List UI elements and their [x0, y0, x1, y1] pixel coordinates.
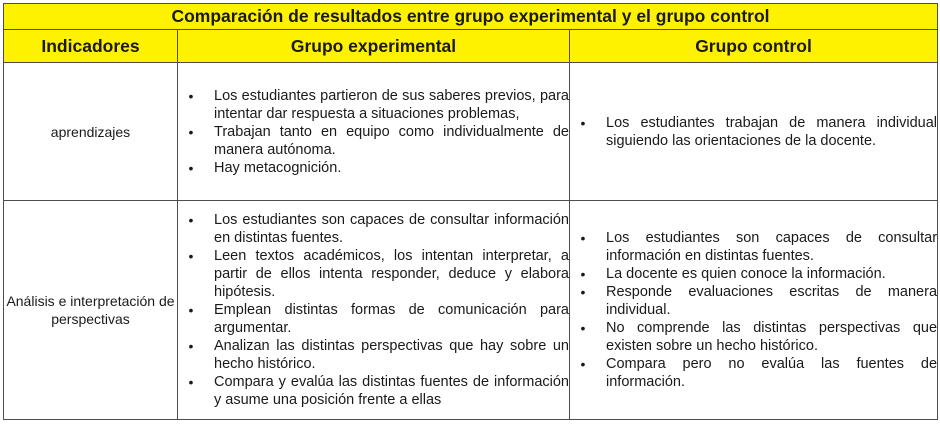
indicator-analisis: Análisis e interpretación de perspectivas — [4, 201, 178, 420]
list-item: • La docente es quien conoce la información. — [570, 265, 937, 283]
header-grupo-control: Grupo control — [570, 30, 938, 63]
list-item: • Compara pero no evalúa las fuentes de información. — [570, 355, 937, 391]
bullet-list — [570, 114, 937, 150]
list-item: • Los estudiantes partieron de sus saberes previos, para intentar dar respuesta a situaciones problemas, — [178, 87, 569, 123]
list-item: • Hay metacognición. — [178, 159, 569, 177]
bullet-icon: • — [188, 374, 194, 390]
bullet-icon: • — [188, 123, 194, 140]
bullet-icon: • — [188, 159, 194, 176]
list-item: • Trabajan tanto en equipo como individualmente de manera autónoma. — [178, 123, 569, 159]
list-item: • Compara y evalúa las distintas fuentes de información y asume una posición frente a ellas — [178, 373, 569, 409]
experimental-cell — [178, 201, 570, 420]
indicator-aprendizajes: aprendizajes — [4, 63, 178, 201]
control-cell — [570, 201, 938, 420]
bullet-icon: • — [188, 248, 194, 264]
table-row — [4, 63, 938, 201]
control-cell — [570, 63, 938, 201]
bullet-icon: • — [188, 302, 194, 318]
bullet-icon: • — [188, 212, 194, 228]
bullet-list — [178, 87, 569, 177]
header-grupo-experimental: Grupo experimental — [178, 30, 570, 63]
table-title: Comparación de resultados entre grupo experimental y el grupo control — [4, 4, 938, 30]
bullet-list — [570, 229, 937, 391]
bullet-icon: • — [580, 356, 586, 372]
bullet-icon: • — [580, 266, 586, 282]
list-item: • Responde evaluaciones escritas de manera individual. — [570, 283, 937, 319]
list-item: • Los estudiantes son capaces de consultar información en distintas fuentes. — [570, 229, 937, 265]
bullet-icon: • — [188, 338, 194, 354]
bullet-icon: • — [580, 320, 586, 336]
list-item: • No comprende las distintas perspectivas que existen sobre un hecho histórico. — [570, 319, 937, 355]
header-indicadores: Indicadores — [4, 30, 178, 63]
comparison-table — [3, 3, 938, 420]
list-item: • Los estudiantes trabajan de manera individual siguiendo las orientaciones de la docente. — [570, 114, 937, 150]
list-item: • Emplean distintas formas de comunicación para argumentar. — [178, 301, 569, 337]
bullet-icon: • — [580, 114, 586, 131]
bullet-icon: • — [188, 87, 194, 104]
list-item: • Analizan las distintas perspectivas que hay sobre un hecho histórico. — [178, 337, 569, 373]
bullet-icon: • — [580, 284, 586, 300]
experimental-cell — [178, 63, 570, 201]
bullet-icon: • — [580, 230, 586, 246]
bullet-list — [178, 211, 569, 409]
list-item: • Leen textos académicos, los intentan interpretar, a partir de ellos intenta responder, deduce y elabora hipótesis. — [178, 247, 569, 301]
list-item: • Los estudiantes son capaces de consultar información en distintas fuentes. — [178, 211, 569, 247]
table-row — [4, 201, 938, 420]
